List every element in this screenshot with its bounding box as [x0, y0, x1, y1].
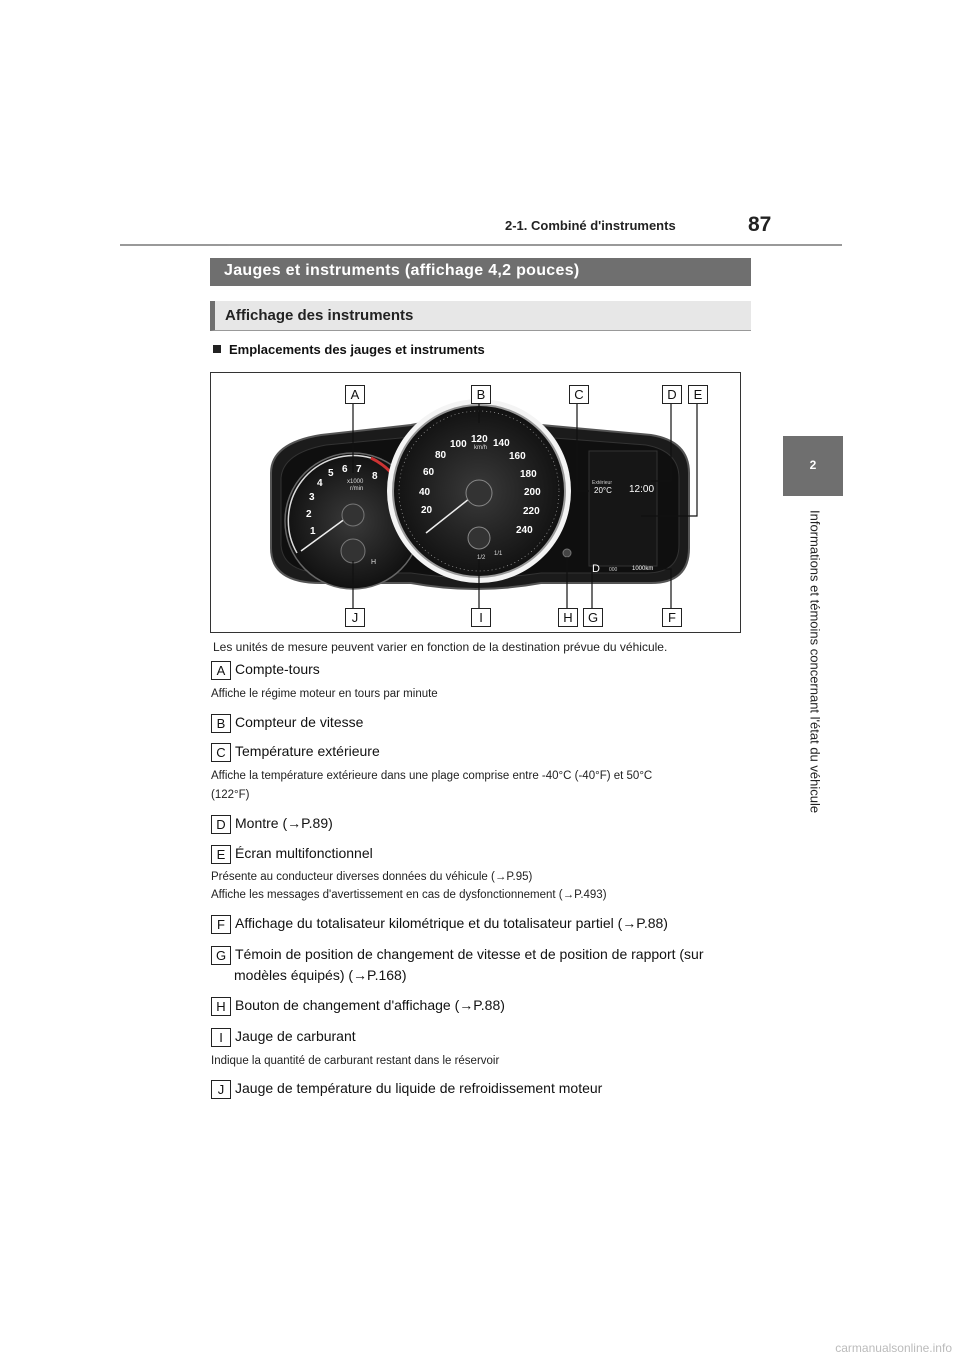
speed-number-100: 100	[450, 439, 467, 450]
instrument-cluster-figure	[210, 372, 741, 633]
callout-c: C	[569, 385, 589, 404]
item-a	[211, 661, 320, 680]
item-d-label: Montre (→P.89)	[235, 815, 333, 831]
fuel-half-label: 1/2	[477, 555, 486, 561]
speed-number-220: 220	[523, 506, 540, 517]
item-b	[211, 714, 363, 733]
speed-number-40: 40	[419, 487, 431, 498]
item-c-letter: C	[211, 743, 231, 762]
item-e-desc-1: Présente au conducteur diverses données du véhicule (→P.95)	[211, 871, 533, 883]
speed-unit: km/h	[474, 445, 488, 451]
item-i-letter: I	[211, 1028, 231, 1047]
item-j-label: Jauge de température du liquide de refroidissement moteur	[235, 1080, 603, 1096]
item-j	[211, 1080, 602, 1099]
tach-number-1: 1	[310, 526, 316, 537]
callout-g: G	[583, 608, 603, 627]
temp-h-label: H	[371, 559, 377, 566]
item-c-desc-2: (122°F)	[211, 789, 250, 801]
item-g-letter: G	[211, 946, 231, 965]
speed-number-140: 140	[493, 438, 510, 449]
item-b-letter: B	[211, 714, 231, 733]
item-g-label-line-2: modèles équipés) (→P.168)	[234, 967, 407, 983]
watermark: carmanualsonline.info	[835, 1341, 952, 1355]
item-i-desc: Indique la quantité de carburant restant dans le réservoir	[211, 1055, 500, 1067]
callout-a: A	[345, 385, 365, 404]
item-d-letter: D	[211, 815, 231, 834]
units-note: Les unités de mesure peuvent varier en fonction de la destination prévue du véhicule.	[213, 640, 668, 654]
tach-unit-x1000: x1000	[347, 479, 364, 485]
callout-d: D	[662, 385, 682, 404]
instrument-cluster-illustration	[211, 373, 740, 632]
header-rule	[120, 244, 842, 246]
chapter-side-title	[804, 510, 826, 840]
bullet-heading-text: Emplacements des jauges et instruments	[229, 342, 485, 357]
tach-number-4: 4	[317, 478, 323, 489]
callout-j: J	[345, 608, 365, 627]
speed-number-240: 240	[516, 525, 533, 536]
callout-e: E	[688, 385, 708, 404]
chapter-tab-number: 2	[809, 458, 817, 472]
item-g	[211, 946, 704, 965]
item-c-label: Température extérieure	[235, 743, 380, 759]
gear-indicator: D	[592, 563, 600, 575]
item-a-label: Compte-tours	[235, 661, 320, 677]
tach-number-7: 7	[356, 464, 362, 475]
item-i-label: Jauge de carburant	[235, 1028, 356, 1044]
item-a-letter: A	[211, 661, 231, 680]
item-e-label: Écran multifonctionnel	[235, 845, 373, 861]
callout-b: B	[471, 385, 491, 404]
callout-i: I	[471, 608, 491, 627]
trip-value: 000	[609, 567, 618, 573]
odometer-value: 1000km	[632, 566, 654, 572]
item-a-desc: Affiche le régime moteur en tours par minute	[211, 688, 438, 700]
tach-number-2: 2	[306, 509, 312, 520]
multi-information-display	[589, 451, 657, 566]
item-e	[211, 845, 373, 864]
outside-temp-label: Extérieur	[592, 480, 613, 486]
callout-f: F	[662, 608, 682, 627]
item-d	[211, 815, 333, 834]
square-bullet-icon	[213, 345, 221, 353]
item-e-desc-2: Affiche les messages d'avertissement en cas de dysfonctionnement (→P.493)	[211, 889, 607, 901]
outside-temp-value: 20°C	[594, 486, 612, 495]
speed-number-180: 180	[520, 469, 537, 480]
item-h-letter: H	[211, 997, 231, 1016]
subsection-title: Affichage des instruments	[225, 307, 414, 324]
item-e-letter: E	[211, 845, 231, 864]
tach-number-8: 8	[372, 471, 378, 482]
item-f-letter: F	[211, 915, 231, 934]
item-c-desc-1: Affiche la température extérieure dans une plage comprise entre -40°C (-40°F) et 50°C	[211, 770, 653, 782]
item-c	[211, 743, 380, 762]
section-header	[210, 258, 751, 286]
tach-unit-rmin: r/min	[350, 486, 364, 492]
speed-number-20: 20	[421, 505, 433, 516]
clock-value: 12:00	[629, 484, 655, 495]
speed-number-80: 80	[435, 450, 447, 461]
subsection-header	[210, 301, 751, 331]
item-f-label: Affichage du totalisateur kilométrique et du totalisateur partiel (→P.88)	[235, 915, 668, 931]
item-h-label: Bouton de changement d'affichage (→P.88)	[235, 997, 505, 1013]
tach-number-5: 5	[328, 468, 334, 479]
section-title: Jauges et instruments (affichage 4,2 pouces)	[224, 262, 580, 279]
item-f	[211, 915, 668, 934]
callout-h: H	[558, 608, 578, 627]
display-change-button	[563, 549, 571, 557]
item-g-label: Témoin de position de changement de vitesse et de position de rapport (sur	[235, 946, 704, 962]
speed-number-200: 200	[524, 487, 541, 498]
speed-number-120: 120	[471, 434, 488, 445]
chapter-tab	[783, 436, 843, 496]
speed-number-160: 160	[509, 451, 526, 462]
item-b-label: Compteur de vitesse	[235, 714, 364, 730]
chapter-side-title-text: Informations et témoins concernant l'état du véhicule	[807, 510, 823, 814]
item-i	[211, 1028, 356, 1047]
speed-number-60: 60	[423, 467, 435, 478]
tach-number-6: 6	[342, 464, 348, 475]
item-h	[211, 997, 505, 1016]
page-number: 87	[748, 213, 772, 236]
running-head: 2-1. Combiné d'instruments	[505, 218, 676, 233]
bullet-heading	[213, 342, 485, 357]
fuel-full-label: 1/1	[494, 551, 503, 557]
item-j-letter: J	[211, 1080, 231, 1099]
tach-number-3: 3	[309, 492, 315, 503]
